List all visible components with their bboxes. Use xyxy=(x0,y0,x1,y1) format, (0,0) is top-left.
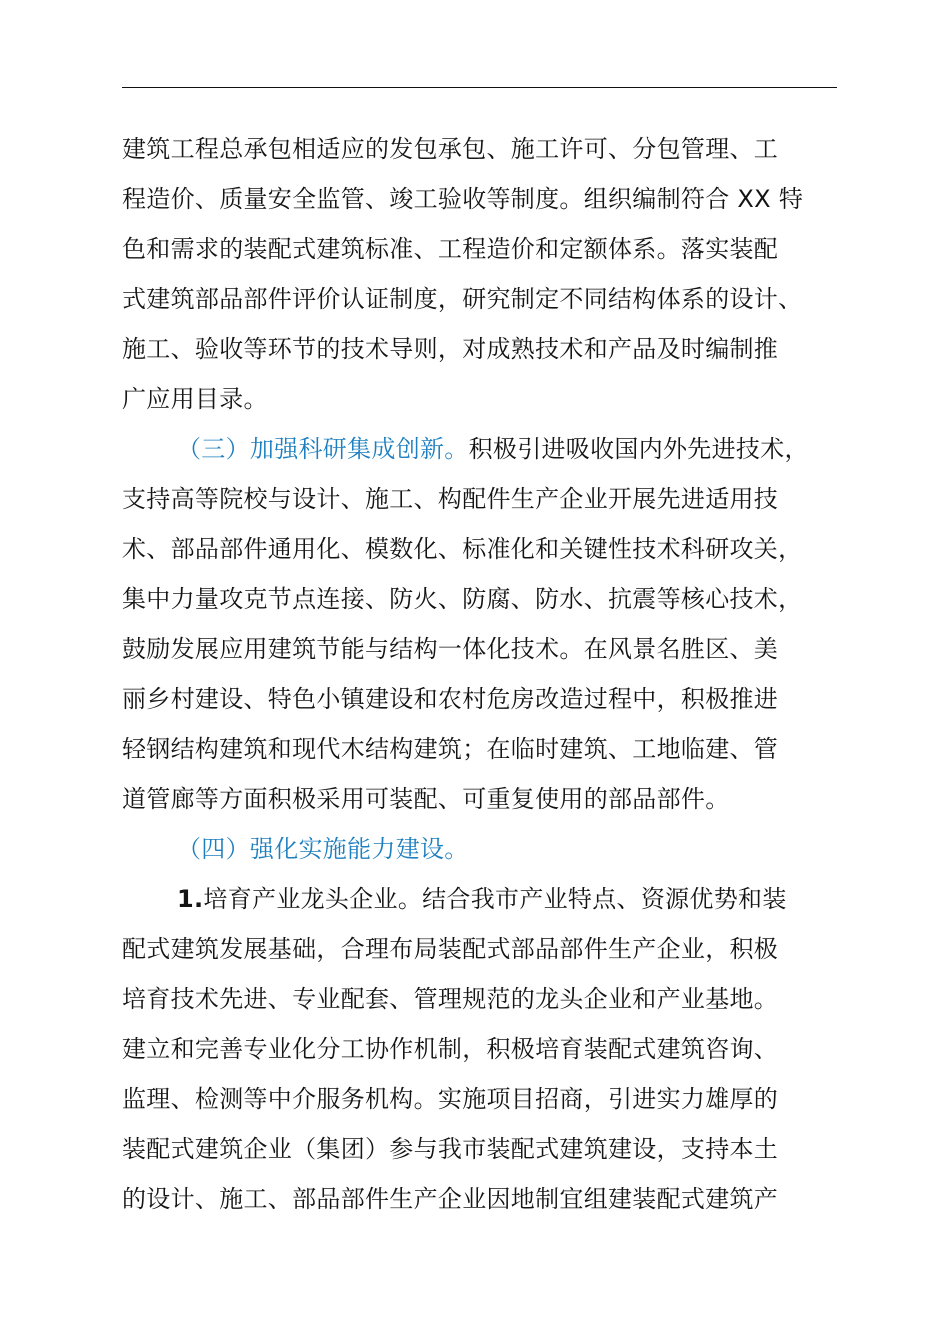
text-span: 积极引进吸收国内外先进技术， xyxy=(468,435,809,463)
text-line: 程造价、质量安全监管、竣工验收等制度。组织编制符合 XX 特 xyxy=(122,185,804,213)
item-number: 1. xyxy=(177,885,204,913)
item-1-first-line xyxy=(122,874,862,924)
text-line: 监理、检测等中介服务机构。实施项目招商，引进实力雄厚的 xyxy=(122,1085,779,1113)
text-line: 建立和完善专业化分工协作机制，积极培育装配式建筑咨询、 xyxy=(122,1035,779,1063)
section-4-heading: （四）强化实施能力建设。 xyxy=(177,835,469,863)
text-line: 丽乡村建设、特色小镇建设和农村危房改造过程中，积极推进 xyxy=(122,685,779,713)
text-line: 的设计、施工、部品部件生产企业因地制宜组建装配式建筑产 xyxy=(122,1185,779,1213)
text-line: 式建筑部品部件评价认证制度，研究制定不同结构体系的设计、 xyxy=(122,285,803,313)
text-line: 鼓励发展应用建筑节能与结构一体化技术。在风景名胜区、美 xyxy=(122,635,779,663)
section-4 xyxy=(122,824,862,874)
text-line: 培育技术先进、专业配套、管理规范的龙头企业和产业基地。 xyxy=(122,985,779,1013)
document-body xyxy=(122,124,862,1224)
text-line: 道管廊等方面积极采用可装配、可重复使用的部品部件。 xyxy=(122,785,730,813)
text-line: 广应用目录。 xyxy=(122,385,268,413)
section-3-first-line xyxy=(122,424,862,474)
text-line: 术、部品部件通用化、模数化、标准化和关键性技术科研攻关， xyxy=(122,535,803,563)
text-span: 培育产业龙头企业。结合我市产业特点、资源优势和装 xyxy=(203,885,787,913)
text-line: 集中力量攻克节点连接、防火、防腐、防水、抗震等核心技术， xyxy=(122,585,803,613)
header-rule xyxy=(122,87,837,88)
item-1 xyxy=(122,874,862,1224)
text-line: 施工、验收等环节的技术导则，对成熟技术和产品及时编制推 xyxy=(122,335,779,363)
text-line: 支持高等院校与设计、施工、构配件生产企业开展先进适用技 xyxy=(122,485,779,513)
section-3 xyxy=(122,424,862,824)
paragraph-1 xyxy=(122,124,862,424)
text-line: 建筑工程总承包相适应的发包承包、施工许可、分包管理、工 xyxy=(122,135,779,163)
section-3-heading: （三）加强科研集成创新。 xyxy=(177,435,469,463)
text-line: 装配式建筑企业（集团）参与我市装配式建筑建设，支持本土 xyxy=(122,1135,779,1163)
text-line: 色和需求的装配式建筑标准、工程造价和定额体系。落实装配 xyxy=(122,235,779,263)
text-line: 配式建筑发展基础，合理布局装配式部品部件生产企业，积极 xyxy=(122,935,779,963)
text-line: 轻钢结构建筑和现代木结构建筑；在临时建筑、工地临建、管 xyxy=(122,735,779,763)
